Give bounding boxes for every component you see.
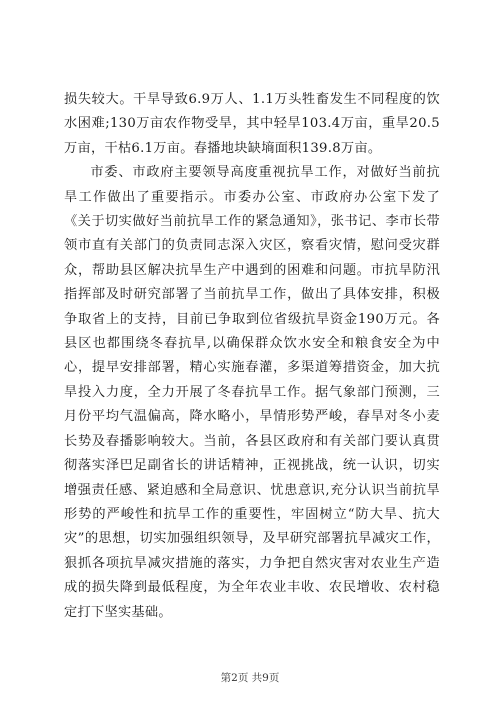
page-footer: 第2页 共9页 (220, 672, 280, 684)
paragraph-2: 市委、市政府主要领导高度重视抗旱工作，对做好当前抗旱工作做出了重要指示。市委办公室、市政府办公室下发了《关于切实做好当前抗旱工作的紧急通知》，张书记、李市长带领市直有关部门的负责同志深入灾区，察看灾情，慰问受灾群众，帮助县区解决抗旱生产中遇到的困难和问题。市抗旱防汛指挥部及时研究部署了当前抗旱工作，做出了具体安排，积极争取省上的支持，目前已争取到位省级抗旱资金190万元。各县区也都围绕冬春抗旱,以确保群众饮水安全和粮食安全为中心，提早安排部署，精心实施春灌，多渠道筹措资金，加大抗旱投入力度，全力开展了冬春抗旱工作。据气象部门预测，三月份平均气温偏高，降水略小，旱情形势严峻，春旱对冬小麦长势及春播影响较大。当前，各县区政府和有关部门要认真贯彻落实泽巴足副省长的讲话精神，正视挑战，统一认识，切实增强责任感、紧迫感和全局意识、忧患意识,充分认识当前抗旱形势的严峻性和抗旱工作的重要性，牢固树立“防大旱、抗大灾”的思想，切实加强组织领导，及早研究部署抗旱减灾工作，狠抓各项抗旱减灾措施的落实，力争把自然灾害对农业生产造成的损失降到最低程度，为全年农业丰收、农民增收、农村稳定打下坚实基础。 (64, 165, 440, 620)
document-body (64, 88, 440, 625)
paragraph-1: 损失较大。干旱导致6.9万人、1.1万头牲畜发生不同程度的饮水困难;130万亩农作物受旱，其中轻旱103.4万亩，重旱20.5万亩，干枯6.1万亩。春播地块缺墒面积139.8万亩。 (64, 92, 440, 156)
